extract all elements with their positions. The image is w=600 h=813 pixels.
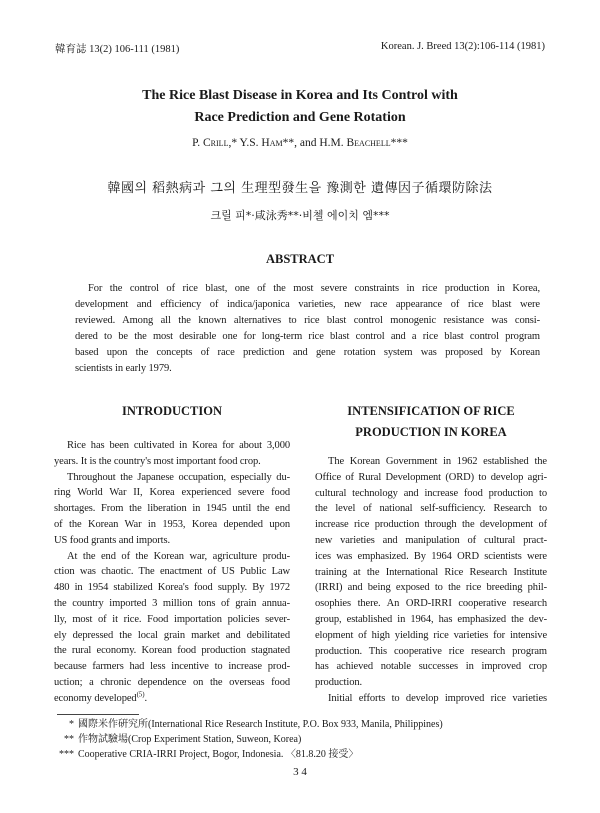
line-text: Rice has been cultivated in Korea for about 3,000 <box>67 440 290 451</box>
text-line <box>315 580 547 596</box>
text-line <box>315 644 547 660</box>
text-line <box>54 596 290 612</box>
line-text: The Korean Government in 1962 established the <box>328 456 547 467</box>
author-list <box>0 137 600 149</box>
footnote <box>50 732 443 747</box>
line-text: new varieties and manipulation of cultural pract- <box>315 534 547 546</box>
right-column <box>315 401 547 707</box>
text-line <box>315 454 547 470</box>
journal-header-english: Korean. J. Breed 13(2):106-114 (1981) <box>380 41 545 52</box>
text-line <box>315 549 547 565</box>
footnote-mark: *** <box>59 749 74 760</box>
text-line <box>315 691 547 707</box>
footnote-text: 國際米作硏究所(International Rice Research Institute, P.O. Box 933, Manila, Philippines) <box>78 719 443 730</box>
footnotes <box>50 717 443 762</box>
line-text: production. <box>315 677 363 689</box>
text-line <box>54 470 290 486</box>
line-text: shortages. From the liberation in 1945 until the end <box>54 503 290 515</box>
line-text: At the end of the Korean war, agriculture produ- <box>67 550 290 562</box>
text-line <box>315 659 547 675</box>
abstract-line: scientists in early 1979. <box>75 363 172 374</box>
text-line <box>54 533 290 549</box>
line-text: cultural technology and increase food production to <box>315 487 547 499</box>
line-text: of the Korean War in 1953, Korea depended upon <box>54 518 290 530</box>
author-initial: Y.S. <box>237 137 262 149</box>
text-line <box>54 501 290 517</box>
abstract-line: For the control of rice blast, one of the most severe constraints in rice production in Korea, <box>88 283 540 294</box>
line-text: group, established in 1964, has emphasized the dev- <box>315 613 547 625</box>
text-line <box>315 501 547 517</box>
text-line <box>315 486 547 502</box>
line-text: years. It is the country's most important food crop. <box>54 455 261 467</box>
author-initial: H.M. <box>316 137 347 149</box>
korean-authors: 크릴 피*·咸泳秀**·비첼 에이치 엠*** <box>210 209 390 222</box>
text-line <box>54 659 290 675</box>
line-text: training at the International Rice Research Institute <box>315 566 547 578</box>
line-text: Throughout the Japanese occupation, especially du- <box>67 471 290 483</box>
author-name: Beachell <box>346 137 391 149</box>
line-text: elopment of high yielding rice varieties for intensive <box>315 629 547 641</box>
author-mark: *** <box>390 137 408 149</box>
journal-header-korean: 韓育誌 13(2) 106-111 (1981) <box>55 44 180 55</box>
text-line <box>54 517 290 533</box>
intensification-heading-line1: INTENSIFICATION OF RICE <box>347 404 515 418</box>
abstract-line: dered to be the most desirable one for long-term rice blast control and a rice blast control program <box>75 331 540 342</box>
text-line <box>54 675 290 691</box>
abstract-line: based upon the concepts of race prediction and gene rotation system was proposed by Korean <box>75 347 540 358</box>
line-text: the country imported 3 million tons of grain annua- <box>54 597 290 609</box>
text-line <box>54 580 290 596</box>
line-text: ices was emphasized. By 1964 ORD scientists were <box>315 550 547 562</box>
author-mark: **, and <box>282 137 317 149</box>
line-text: (IRRI) and being exposed to the rice breeding phil- <box>315 582 547 594</box>
line-text: lly, most of it rice. Food importation policies sever- <box>54 613 290 625</box>
footnote <box>50 747 443 762</box>
line-text: uction; a chronic dependence on the overseas food <box>54 676 290 688</box>
abstract-body <box>75 281 540 377</box>
introduction-heading: INTRODUCTION <box>121 404 222 418</box>
text-line <box>315 517 547 533</box>
author-name: Crill <box>203 137 229 149</box>
text-line <box>54 438 290 454</box>
text-line <box>54 691 290 707</box>
text-line <box>54 549 290 565</box>
page-number: 3 4 <box>293 766 307 778</box>
author-initial: P. <box>192 137 204 149</box>
text-line <box>315 675 547 691</box>
line-text: US food grants and imports. <box>54 534 170 546</box>
line-text: Office of Rural Development (ORD) to develop agri- <box>315 471 547 483</box>
abstract-heading: ABSTRACT <box>265 252 335 266</box>
abstract-line: reviewed. Among all the known alternatives to rice blast control monogenic resistance was consi- <box>75 315 540 326</box>
paper-title-line1: The Rice Blast Disease in Korea and Its Control with <box>142 88 458 103</box>
author-name: Ham <box>261 137 283 149</box>
text-line <box>54 643 290 659</box>
reference-marker: (5) <box>136 690 145 699</box>
text-line <box>315 565 547 581</box>
text-line <box>54 612 290 628</box>
line-text: ring World War II, Korea experienced severe food <box>54 487 290 499</box>
line-text: osophies there. An ORD-IRRI cooperative research <box>315 598 547 610</box>
line-text: ction was chaotic. The enactment of US Public Law <box>54 566 290 578</box>
author-mark: ,* <box>228 137 238 149</box>
line-tail: . <box>144 692 147 704</box>
introduction-body <box>54 438 290 707</box>
line-text: Initial efforts to develop improved rice varieties <box>328 692 547 704</box>
line-text: the level of national self-sufficiency. Research to <box>315 503 547 515</box>
line-text: increase rice production through the development of <box>315 519 547 531</box>
text-line <box>315 533 547 549</box>
line-text: the rural economy. Korean food production stagnated <box>54 645 290 657</box>
text-line <box>315 596 547 612</box>
text-line <box>315 628 547 644</box>
text-line <box>54 454 290 470</box>
abstract-line: development and efficiency of indica/japonica varieties, new race appearance of rice blast were <box>75 299 540 310</box>
paper-title-line2: Race Prediction and Gene Rotation <box>194 110 406 125</box>
footnote-mark: * <box>69 719 74 730</box>
line-text: 480 in 1954 stabilized Korea's food supply. By 1972 <box>54 582 290 594</box>
text-line <box>54 564 290 580</box>
line-text: economy developed <box>54 692 137 704</box>
footnote-text: Cooperative CRIA-IRRI Project, Bogor, Indonesia. 〈81.8.20 接受〉 <box>78 749 359 760</box>
text-line <box>54 628 290 644</box>
line-text: because farmers had less incentive to increase prod- <box>54 661 290 673</box>
footnote-text: 作物試驗場(Crop Experiment Station, Suweon, Korea) <box>78 734 302 745</box>
line-text: ely depressed the local grain market and debilitated <box>54 629 290 641</box>
footnote <box>50 717 443 732</box>
line-text: has achieved notable successes in improved crop <box>315 661 547 673</box>
text-line <box>54 485 290 501</box>
text-line <box>315 612 547 628</box>
footnote-mark: ** <box>64 734 74 745</box>
line-text: production. This cooperative rice research program <box>315 645 547 657</box>
text-line <box>315 470 547 486</box>
korean-title: 韓國의 稻熱病과 그의 生理型發生을 豫測한 遺傳因子循環防除法 <box>107 181 493 196</box>
footnote-rule <box>57 714 139 715</box>
left-column <box>54 401 290 707</box>
intensification-heading-line2: PRODUCTION IN KOREA <box>355 425 507 439</box>
intensification-body <box>315 454 547 707</box>
